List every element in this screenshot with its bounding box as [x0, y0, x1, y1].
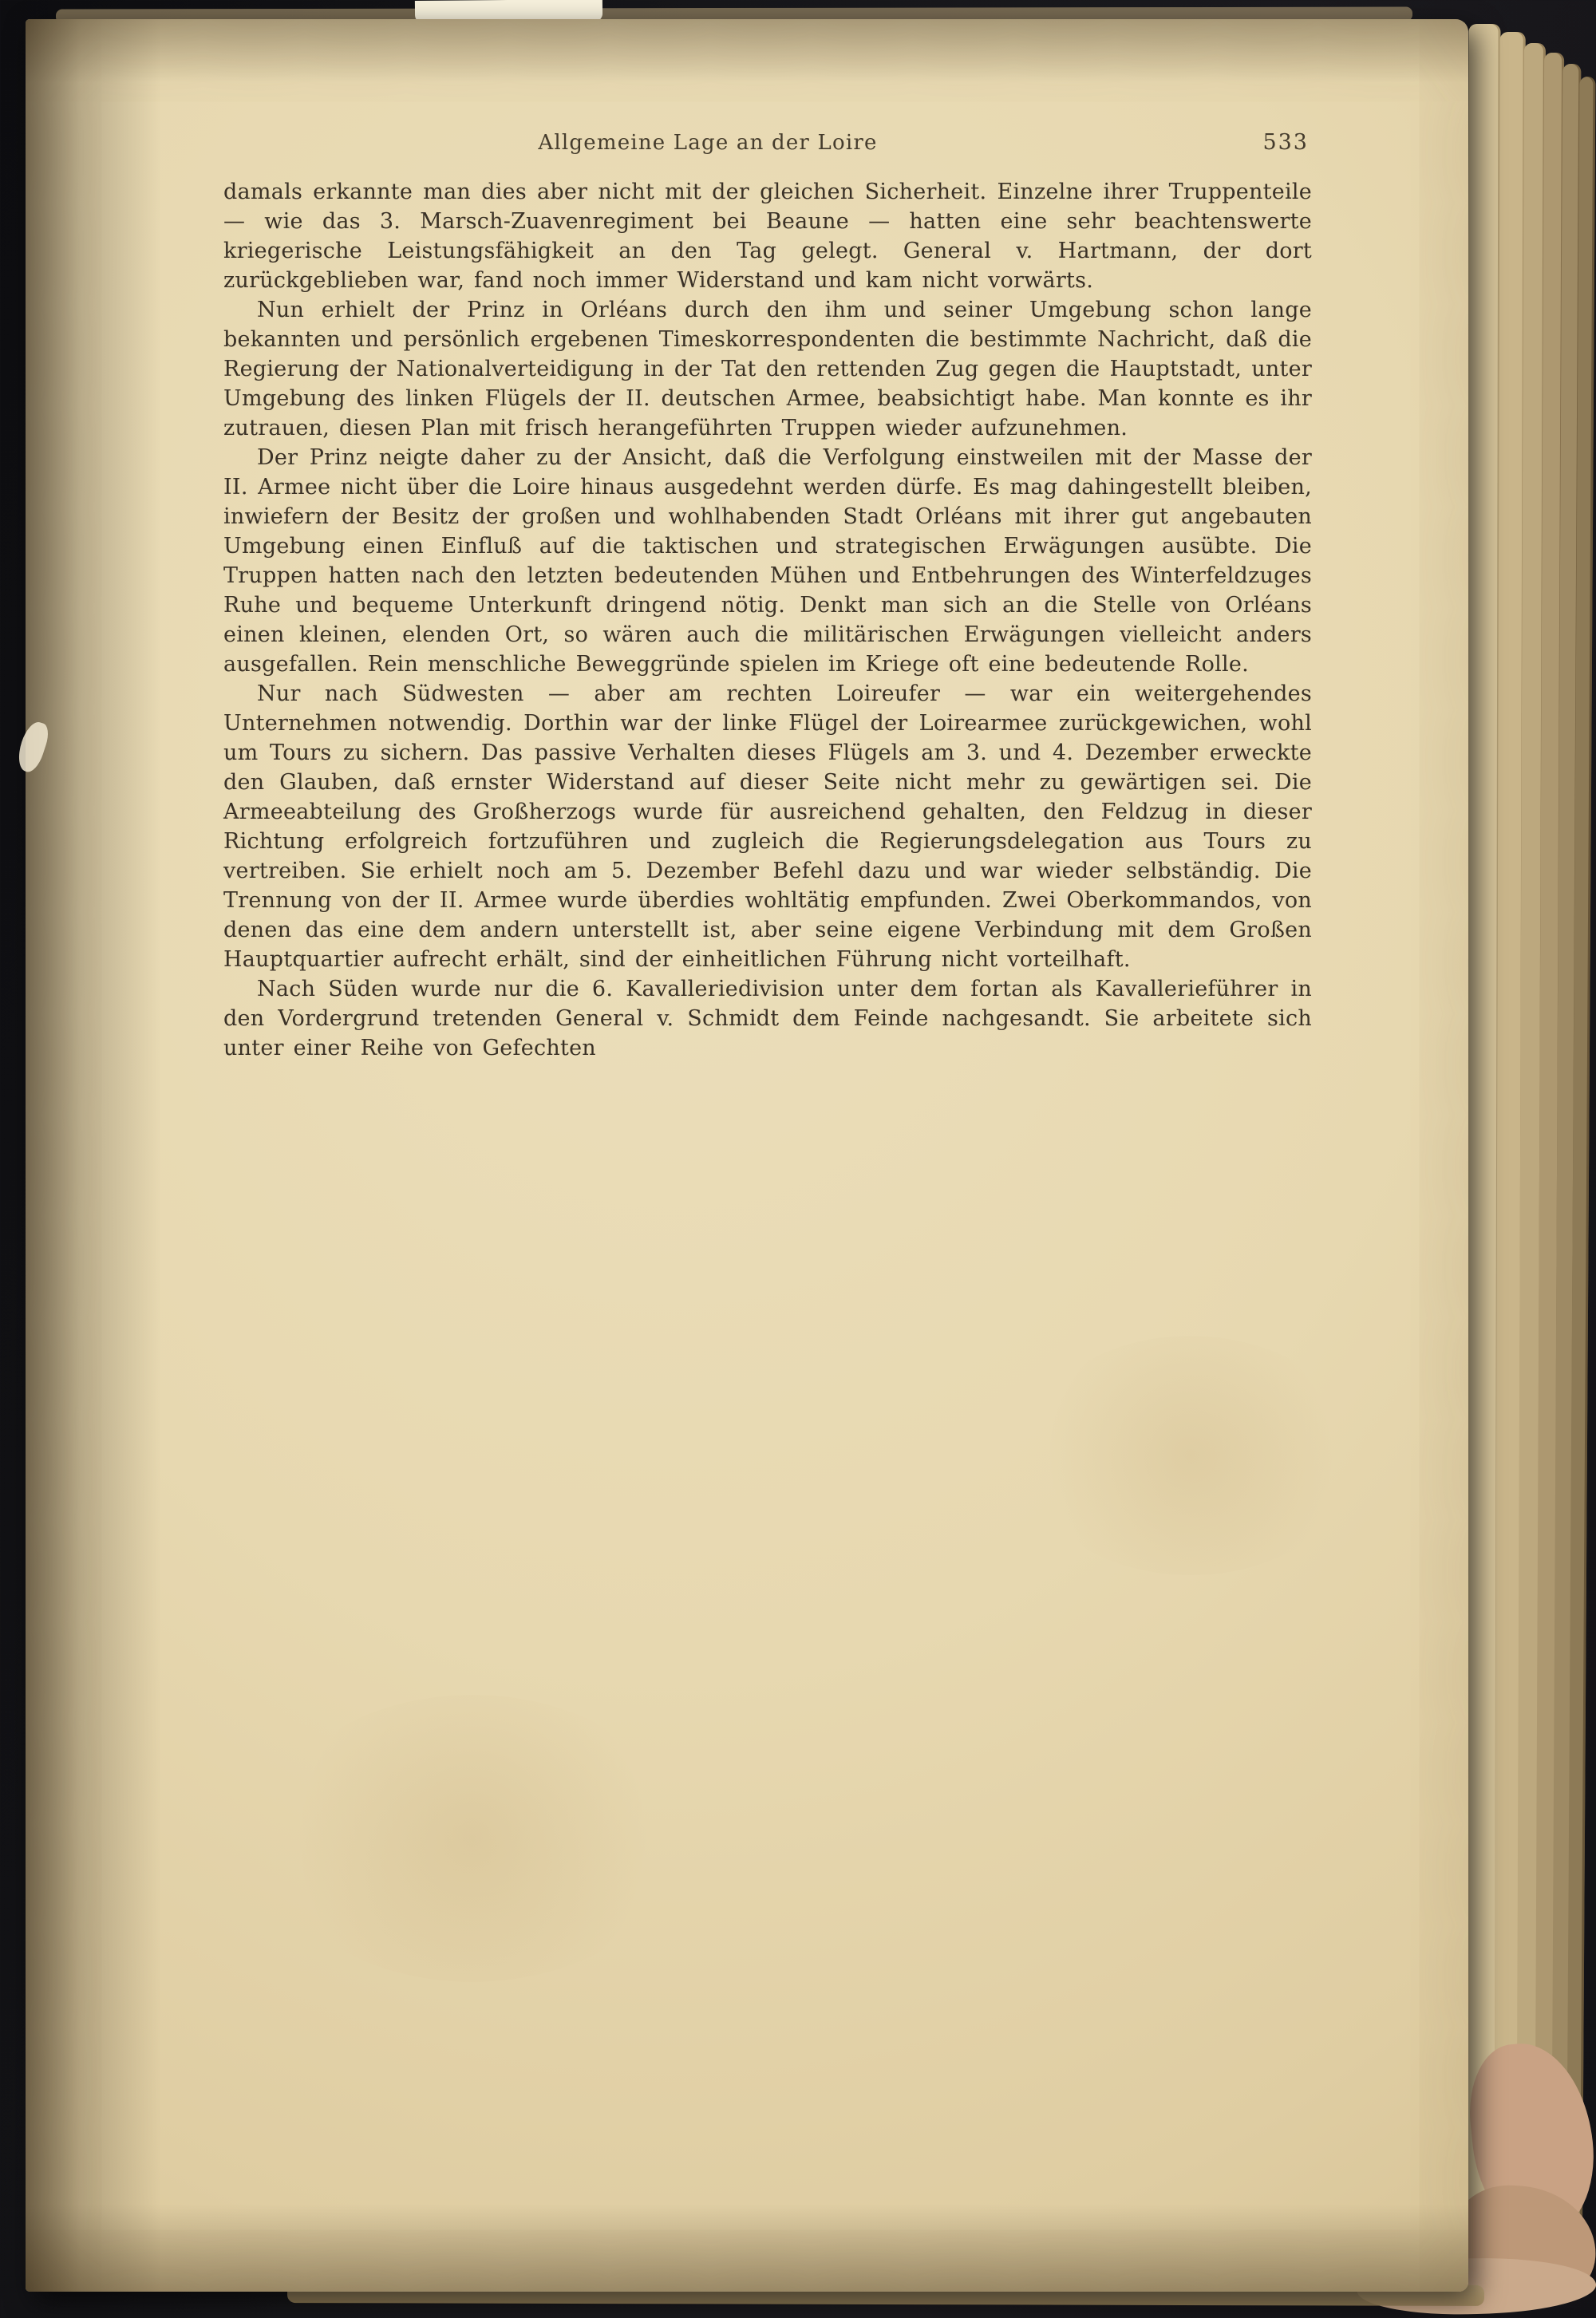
- paragraph: Nun erhielt der Prinz in Orléans durch den ihm und seiner Umgebung schon lange bekannten und persönlich ergebenen Timeskorrespondenten die bestimmte Nachricht, daß die Regierung der Nationalverteidigung in der Tat den rettenden Zug gegen die Hauptstadt, unter Umgebung des linken Flügels der II. deutschen Armee, beabsichtigt habe. Man konnte es ihr zutrauen, diesen Plan mit frisch herangeführten Truppen wieder aufzunehmen.: [223, 298, 1312, 440]
- running-header: [223, 131, 1312, 155]
- paper-stain: [1023, 1336, 1358, 1575]
- top-shadow: [26, 19, 1468, 83]
- paper-stain: [265, 1695, 680, 1982]
- paragraph: damals erkannte man dies aber nicht mit der gleichen Sicherheit. Einzelne ihrer Truppenteile — wie das 3. Marsch-Zuavenregiment bei Beaune — hatten eine sehr beachtenswerte kriegerische Leistungsfähigkeit an den Tag gelegt. General v. Hartmann, der dort zurückgeblieben war, fand noch immer Widerstand und kam nicht vorwärts.: [223, 180, 1312, 293]
- bottom-shadow: [26, 2204, 1468, 2292]
- text-block: [223, 131, 1312, 1063]
- paragraph: Der Prinz neigte daher zu der Ansicht, daß die Verfolgung einstweilen mit der Masse der II. Armee nicht über die Loire hinaus ausgedehnt werden dürfe. Es mag dahingestellt bleiben, inwiefern der Besitz der großen und wohlhabenden Stadt Orléans mit ihrer gut angebauten Umgebung einen Einfluß auf die taktischen und strategischen Erwägungen ausübte. Die Truppen hatten nach den letzten bedeutenden Mühen und Entbehrungen des Winterfeldzuges Ruhe und bequeme Unterkunft dringend nötig. Denkt man sich an die Stelle von Orléans einen kleinen, elenden Ort, so wären auch die militärischen Erwägungen vielleicht anders ausgefallen. Rein menschliche Beweggründe spielen im Kriege oft eine bedeutende Rolle.: [223, 445, 1312, 677]
- running-header-title: Allgemeine Lage an der Loire: [538, 131, 878, 155]
- paragraph: Nur nach Südwesten — aber am rechten Loireufer — war ein weitergehendes Unternehmen notwendig. Dorthin war der linke Flügel der Loirearmee zurückgewichen, wohl um Tours zu sichern. Das passive Verhalten dieses Flügels am 3. und 4. Dezember erweckte den Glauben, daß ernster Widerstand auf dieser Seite nicht mehr zu gewärtigen sei. Die Armeeabteilung des Großherzogs wurde für ausreichend gehalten, den Feldzug in dieser Richtung erfolgreich fortzuführen und zugleich die Regierungsdelegation aus Tours zu vertreiben. Sie erhielt noch am 5. Dezember Befehl dazu und war wieder selbständig. Die Trennung von der II. Armee wurde überdies wohltätig empfunden. Zwei Oberkommandos, von denen das eine dem andern unterstellt ist, aber seine eigene Verbindung mit dem Großen Hauptquartier aufrecht erhält, sind der einheitlichen Führung nicht vorteilhaft.: [223, 681, 1312, 972]
- binding-shadow: [26, 19, 161, 2292]
- paragraph: Nach Süden wurde nur die 6. Kavalleriedivision unter dem fortan als Kavallerieführer in den Vordergrund tretenden General v. Schmidt dem Feinde nachgesandt. Sie arbeitete sich unter einer Reihe von Gefechten: [223, 977, 1312, 1060]
- page-number: 533: [1262, 130, 1309, 155]
- book-page: [26, 19, 1468, 2292]
